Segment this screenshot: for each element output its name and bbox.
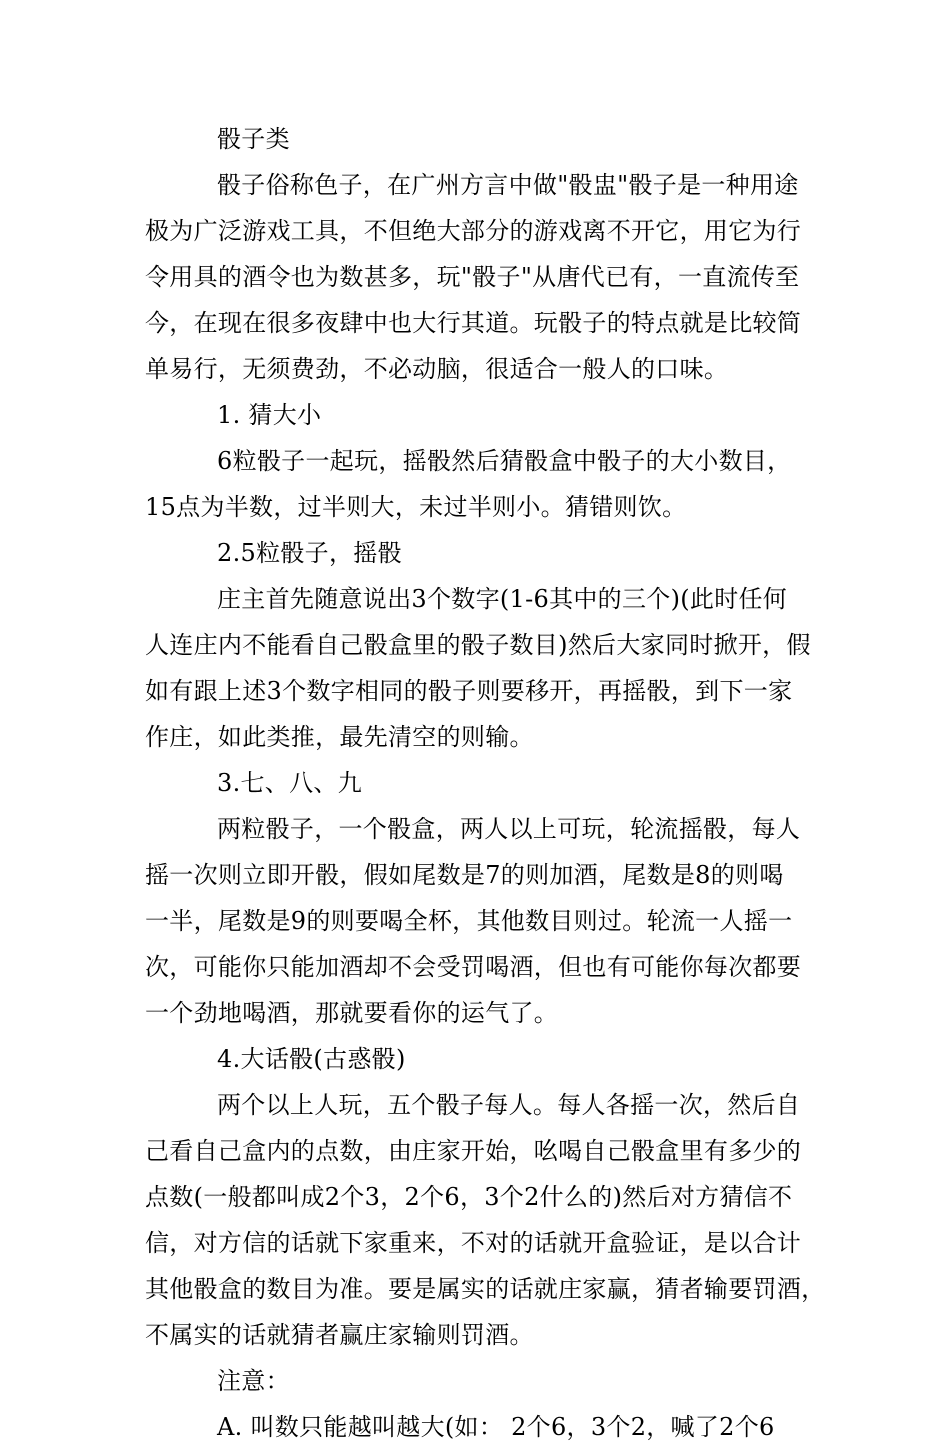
paragraph-line: 骰子俗称色子，在广州方言中做"骰盅"骰子是一种用途 [217,171,799,199]
paragraph-line: 己看自己盒内的点数，由庄家开始，吆喝自己骰盒里有多少的 [145,1137,802,1165]
paragraph-line: 两粒骰子，一个骰盒，两人以上可玩，轮流摇骰，每人 [217,815,801,843]
paragraph-line: 如有跟上述3个数字相同的骰子则要移开，再摇骰，到下一家 [145,677,793,705]
paragraph-line: 一半，尾数是9的则要喝全杯，其他数目则过。轮流一人摇一 [145,907,793,935]
document-body [145,116,826,1450]
paragraph-line: 不属实的话就猜者赢庄家输则罚酒。 [145,1321,534,1349]
paragraph-line: 单易行，无须费劲，不必动脑，很适合一般人的口味。 [145,355,729,383]
paragraph-line: 作庄，如此类推，最先清空的则输。 [145,723,534,751]
paragraph-line: 令用具的酒令也为数甚多，玩"骰子"从唐代已有，一直流传至 [145,263,800,291]
paragraph-line: 庄主首先随意说出3个数字(1-6其中的三个)(此时任何 [217,585,788,613]
paragraph-line: 次，可能你只能加酒却不会受罚喝酒，但也有可能你每次都要 [145,953,802,981]
paragraph-line: 6粒骰子一起玩，摇骰然后猜骰盒中骰子的大小数目， [217,447,792,475]
paragraph-line: 其他骰盒的数目为准。要是属实的话就庄家赢，猜者输要罚酒， [145,1275,826,1303]
note-heading: 注意： [217,1367,290,1395]
paragraph-line: 点数(一般都叫成2个3，2个6，3个2什么的)然后对方猜信不 [145,1183,793,1211]
paragraph-line: 今，在现在很多夜肆中也大行其道。玩骰子的特点就是比较简 [145,309,802,337]
item-heading: 3.七、八、九 [217,769,362,797]
item-heading: 2.5粒骰子，摇骰 [217,539,402,567]
paragraph-line: 极为广泛游戏工具，不但绝大部分的游戏离不开它，用它为行 [145,217,802,245]
paragraph-line: 摇一次则立即开骰，假如尾数是7的则加酒，尾数是8的则喝 [145,861,784,889]
paragraph-line: 信，对方信的话就下家重来，不对的话就开盒验证，是以合计 [145,1229,802,1257]
section-heading: 骰子类 [217,125,290,153]
item-heading: 1. 猜大小 [217,401,322,429]
paragraph-line: 人连庄内不能看自己骰盒里的骰子数目)然后大家同时掀开，假 [145,631,811,659]
paragraph-line: 两个以上人玩，五个骰子每人。每人各摇一次，然后自 [217,1091,801,1119]
item-heading: 4.大话骰(古惑骰) [217,1045,406,1073]
paragraph-line: 一个劲地喝酒，那就要看你的运气了。 [145,999,559,1027]
paragraph-line: 15点为半数，过半则大，未过半则小。猜错则饮。 [145,493,687,521]
note-line: A. 叫数只能越叫越大(如： 2个6，3个2，喊了2个6 [217,1413,775,1441]
